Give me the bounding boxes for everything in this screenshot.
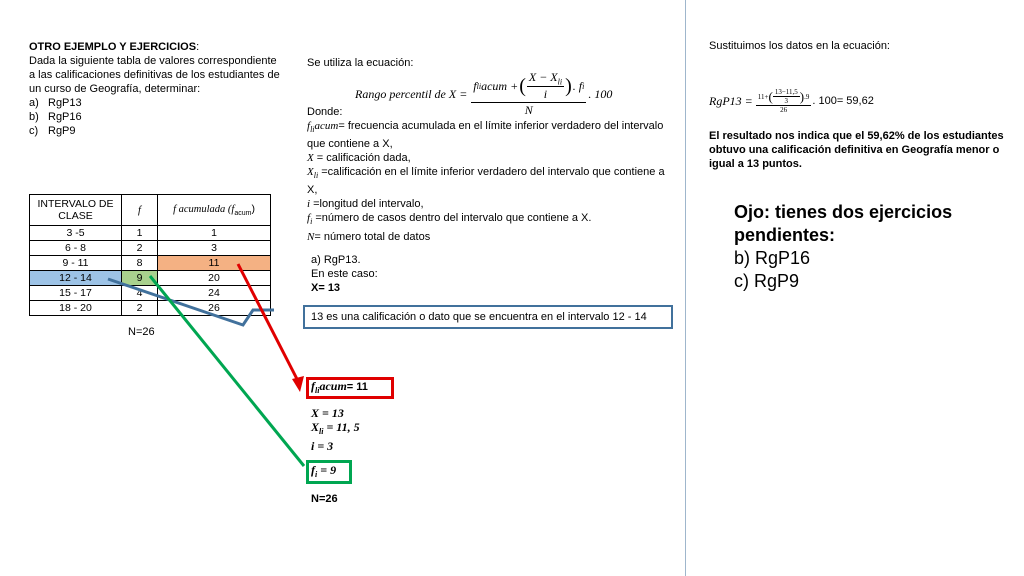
red-arrowhead (292, 376, 304, 392)
definition-line: N= número total de datos (307, 230, 431, 243)
definition-line: X, (307, 184, 318, 197)
definition-line: $f_{li}acum=$ frecuencia acumulada en el límite inferior verdadero del intervalo (307, 120, 664, 135)
pending-list (734, 247, 810, 293)
cell-interval: 3 -5 (30, 226, 122, 241)
donde-label: Donde: (307, 106, 343, 118)
intro-line: un curso de Geografía, determinar: (29, 83, 201, 95)
definition-line: $X_{li}$ =calificación en el límite inferior verdadero del intervalo que contiene a (307, 166, 665, 181)
red-connector (238, 264, 298, 381)
cell-f: 2 (122, 301, 158, 316)
cell-interval: 15 - 17 (30, 286, 122, 301)
conclusion-line: igual a 13 puntos. (709, 158, 802, 170)
conclusion-line: El resultado nos indica que el 59,62% de los estudiantes (709, 130, 1004, 142)
case-x-value: X= 13 (311, 282, 341, 294)
cell-interval: 6 - 8 (30, 241, 122, 256)
formula-times-100: . 100 (588, 86, 613, 101)
pending-item: c) RgP9 (734, 271, 800, 291)
definition-line: que contiene a X, (307, 138, 393, 151)
exercise-heading: OTRO EJEMPLO Y EJERCICIOS: (29, 41, 200, 53)
cell-f-acum: 26 (158, 301, 271, 316)
facum-value: $f_{li}acum= 11$ (311, 379, 368, 396)
case-text: En este caso: (311, 268, 378, 280)
substitution-formula: RgP13 = 11+ ( $\frac{13-11,5}{3}$ ) .9 26 . 100= 59,62 (709, 88, 874, 114)
column-divider (685, 0, 686, 576)
middle-n-label: N=26 (311, 493, 338, 505)
intro-line: a las calificaciones definitivas de los estudiantes de (29, 69, 280, 81)
xli-value: $X_{li} = 11$, 5 (311, 420, 360, 437)
cell-f: 2 (122, 241, 158, 256)
cell-f-acum: 24 (158, 286, 271, 301)
equation-intro: Se utiliza la ecuación: (307, 57, 414, 69)
cell-f-acum-highlight: 11 (158, 256, 271, 271)
table-n-label: N=26 (128, 326, 155, 338)
cell-f-acum: 20 (158, 271, 271, 286)
header-f-acum: f acumulada $(f_{acum})$ (158, 195, 271, 226)
definition-line: $f_i$ =número de casos dentro del intervalo que contiene a X. (307, 212, 592, 227)
interval-statement-box: 13 es una calificación o dato que se encuentra en el intervalo 12 - 14 (303, 305, 673, 329)
cell-f-acum: 3 (158, 241, 271, 256)
x-value: X = 13 (311, 406, 344, 420)
case-a-label: a) RgP13. (311, 254, 361, 266)
cell-f: 1 (122, 226, 158, 241)
task-item: b) RgP16 (29, 111, 82, 123)
intro-line: Dada la siguiente tabla de valores correspondiente (29, 55, 277, 67)
conclusion (709, 129, 1004, 171)
task-item: c) RgP9 (29, 125, 76, 137)
task-item: a) RgP13 (29, 97, 82, 109)
definition-line: X = calificación dada, (307, 152, 411, 165)
cell-interval-highlight: 12 - 14 (30, 271, 122, 286)
cell-interval: 18 - 20 (30, 301, 122, 316)
cell-f: 4 (122, 286, 158, 301)
pending-item: b) RgP16 (734, 248, 811, 268)
cell-f-acum: 1 (158, 226, 271, 241)
header-interval: INTERVALO DE CLASE (30, 195, 122, 226)
cell-f: 8 (122, 256, 158, 271)
cell-interval: 9 - 11 (30, 256, 122, 271)
substitution-intro: Sustituimos los datos en la ecuación: (709, 40, 890, 52)
header-f: f (122, 195, 158, 226)
conclusion-line: obtuvo una calificación definitiva en Geografía menor o (709, 144, 1000, 156)
i-value: i = 3 (311, 439, 334, 454)
definition-line: i =longitud del intervalo, (307, 198, 424, 211)
green-connector (150, 276, 304, 466)
pending-title: Ojo: tienes dos ejercicios pendientes: (734, 202, 953, 245)
fi-value: $f_i = 9$ (311, 463, 337, 480)
formula-fraction: f li acum + ( $\frac{X - X_{li}}{i}$ ) . f i N (473, 70, 585, 118)
formula-lhs: Rango percentil de X = (355, 86, 468, 101)
cell-f-highlight: 9 (122, 271, 158, 286)
